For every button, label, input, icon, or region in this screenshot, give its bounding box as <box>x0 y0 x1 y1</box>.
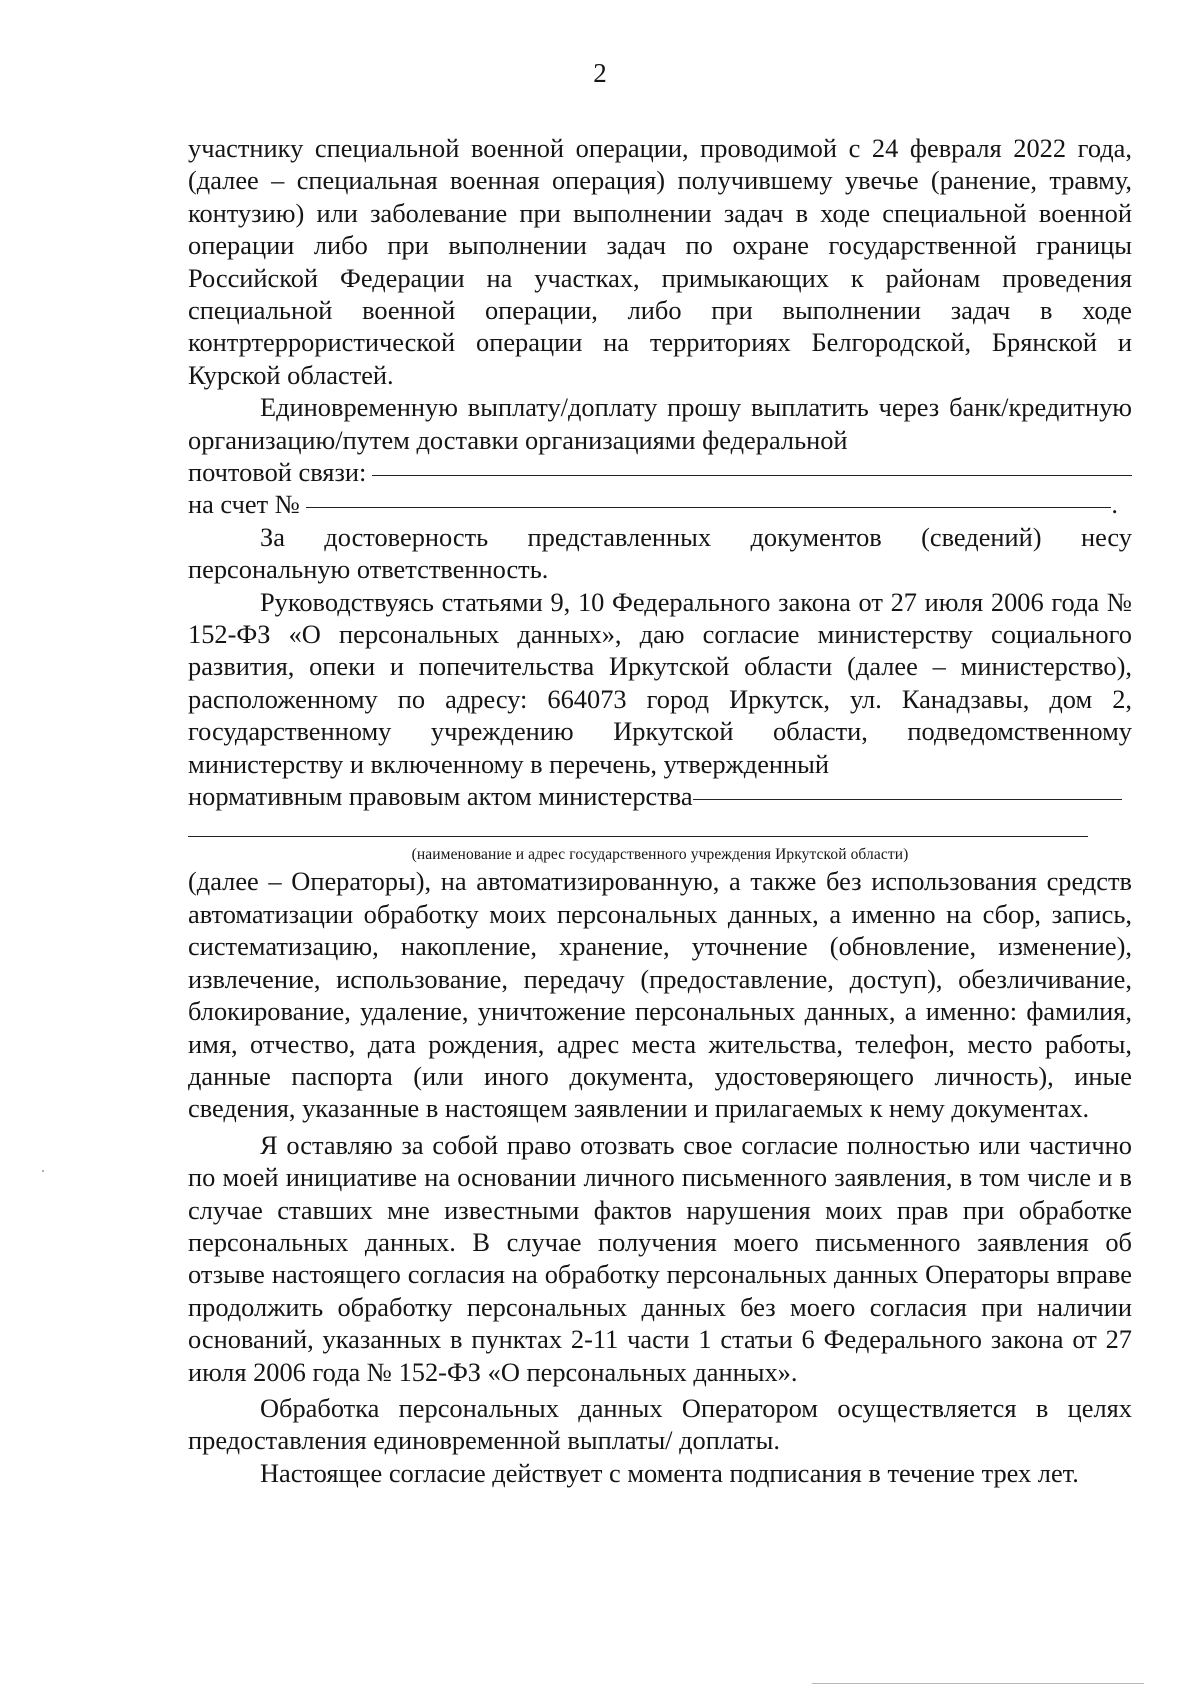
postal-label: почтовой связи: <box>188 457 367 488</box>
paragraph-svo-participant: участнику специальной военной операции, проводимой с 24 февраля 2022 года, (далее – специальная военная операция) получившему увечье (ранение, травму, контузию) или заболевание при выполнении задач в ходе специальной военной операции либо при выполнении задач по охране государственной границы Российской Федерации на участках, примыкающих к районам проведения специальной военной операции, либо при выполнении задач в ходе контртеррористической операции на территориях Белгородской, Брянской и Курской областей. <box>188 133 1132 390</box>
footer-rule <box>812 1683 1144 1684</box>
scan-speck <box>42 1170 44 1172</box>
ministry-act-label: нормативным правовым актом министерства <box>188 781 693 812</box>
document-body <box>188 132 1132 1489</box>
ministry-act-line-row <box>188 780 1132 812</box>
paragraph-payment-method: Единовременную выплату/доплату прошу выплатить через банк/кредитную организацию/путем доставки организациями федеральной <box>188 392 1132 455</box>
postal-blank-field[interactable] <box>372 475 1132 476</box>
ministry-act-blank-field[interactable] <box>693 799 1122 800</box>
institution-blank-field[interactable] <box>188 812 1088 837</box>
page-number: 2 <box>593 58 607 88</box>
account-end-mark: . <box>1111 489 1118 520</box>
paragraph-processing-purpose: Обработка персональных данных Оператором осуществляется в целях предоставления единовременной выплаты/ доплаты. <box>188 1392 1132 1456</box>
account-label: на счет № <box>188 489 300 520</box>
paragraph-operators-processing: (далее – Операторы), на автоматизированную, а также без использования средств автоматизации обработку моих персональных данных, а именно на сбор, запись, систематизацию, накопление, хранение, уточнение (обновление, изменение), извлечение, использование, передачу (предоставление, доступ), обезличивание, блокирование, удаление, уничтожение персональных данных, а именно: фамилия, имя, отчество, дата рождения, адрес места жительства, телефон, место работы, данные паспорта (или иного документа, удостоверяющего личность), иные сведения, указанные в настоящем заявлении и прилагаемых к нему документах. <box>188 866 1132 1124</box>
paragraph-consent-lead: Руководствуясь статьями 9, 10 Федерального закона от 27 июля 2006 года № 152-ФЗ «О персональных данных», даю согласие министерству социального развития, опеки и попечительства Иркутской области (далее – министерство), расположенному по адресу: 664073 город Иркутск, ул. Канадзавы, дом 2, государственному учреждению Иркутской области, подведомственному министерству и включенному в перечень, утвержденный <box>188 586 1132 779</box>
institution-caption: (наименование и адрес государственного учреждения Иркутской области) <box>411 846 909 864</box>
postal-line-row <box>188 456 1132 488</box>
paragraph-withdrawal-right: Я оставляю за собой право отозвать свое согласие полностью или частично по моей инициативе на основании личного письменного заявления, в том числе и в случае ставших мне известными фактов нарушения моих прав при обработке персональных данных. В случае получения моего письменного заявления об отзыве настоящего согласия на обработку персональных данных Операторы вправе продолжить обработку персональных данных без моего согласия при наличии оснований, указанных в пунктах 2-11 части 1 статьи 6 Федерального закона от 27 июля 2006 года № 152-ФЗ «О персональных данных». <box>188 1129 1132 1387</box>
paragraph-responsibility: За достоверность представленных документов (сведений) несу персональную ответственность. <box>188 521 1132 585</box>
paragraph-consent-term: Настоящее согласие действует с момента подписания в течение трех лет. <box>260 1457 1079 1488</box>
account-line-row <box>188 488 1132 520</box>
account-blank-field[interactable] <box>306 507 1111 508</box>
